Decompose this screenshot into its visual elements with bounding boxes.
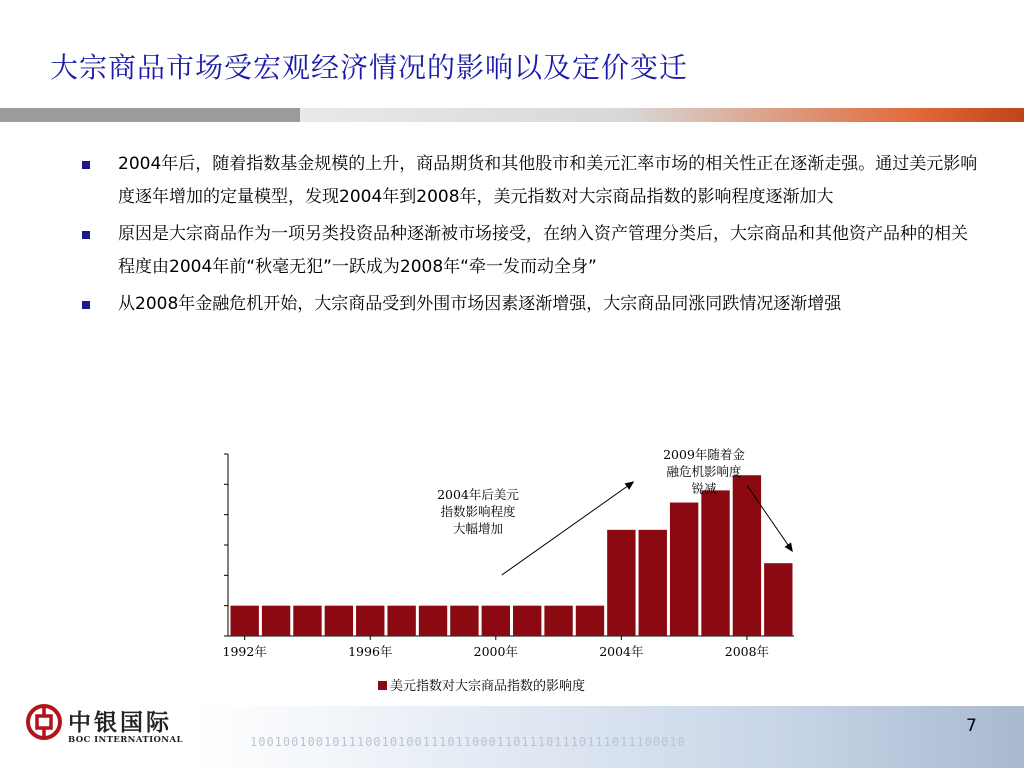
footer-binary-decoration: 10010010010111001010011101100011011101110111011100010 — [250, 735, 686, 749]
bar-2006年 — [670, 503, 698, 636]
annotation-line: 2009年随着金 — [663, 447, 745, 462]
bullet-text: 从2008年金融危机开始，大宗商品受到外围市场因素逐渐增强，大宗商品同涨同跌情况逐渐增强 — [118, 294, 842, 314]
bullet-square-icon — [82, 231, 90, 239]
bullet-item — [82, 288, 982, 321]
bar-2001年 — [513, 606, 541, 636]
bar-1995年 — [325, 606, 353, 636]
bullet-text: 原因是大宗商品作为一项另类投资品种逐渐被市场接受，在纳入资产管理分类后，大宗商品和其他资产品种的相关程度由2004年前“秋毫无犯”一跃成为2008年“牵一发而动全身” — [118, 224, 968, 277]
title-band-gray — [0, 108, 300, 122]
annotation-crisis-decline — [642, 446, 766, 497]
annotation-line: 指数影响程度 — [440, 504, 516, 519]
bar-2007年 — [701, 490, 729, 636]
legend-swatch — [378, 681, 387, 690]
x-tick-label-2004年: 2004年 — [599, 644, 644, 659]
bullet-item — [82, 218, 982, 284]
bullet-square-icon — [82, 301, 90, 309]
bar-2000年 — [482, 606, 510, 636]
annotation-line: 大幅增加 — [452, 521, 503, 536]
annotation-line: 融危机影响度 — [666, 464, 742, 479]
title-band-gradient — [300, 108, 1024, 122]
bullet-item — [82, 148, 982, 214]
footer — [0, 700, 1024, 768]
bullet-text: 2004年后，随着指数基金规模的上升，商品期货和其他股市和美元汇率市场的相关性正在逐渐走强。通过美元影响度逐年增加的定量模型，发现2004年到2008年，美元指数对大宗商品指数的影响程度逐渐加大 — [118, 154, 978, 207]
bullet-list — [82, 148, 982, 321]
boc-logo-icon — [26, 704, 62, 740]
bar-1997年 — [387, 606, 415, 636]
bar-1996年 — [356, 606, 384, 636]
logo-chinese-name: 中银国际 — [68, 710, 172, 736]
page-number: 7 — [966, 716, 977, 736]
x-tick-label-2000年: 2000年 — [473, 644, 518, 659]
x-tick-label-2008年: 2008年 — [724, 644, 770, 659]
bar-1992年 — [231, 606, 259, 636]
bar-1998年 — [419, 606, 447, 636]
bar-1994年 — [293, 606, 321, 636]
bar-1999年 — [450, 606, 478, 636]
bar-2004年 — [607, 530, 635, 636]
bar-2003年 — [576, 606, 604, 636]
title-divider-band — [0, 108, 1024, 122]
x-tick-label-1996年: 1996年 — [348, 644, 393, 659]
bar-2009年 — [764, 563, 792, 636]
logo-english-name: BOC INTERNATIONAL — [68, 735, 183, 745]
bar-1993年 — [262, 606, 290, 636]
chart-legend — [378, 675, 585, 694]
bullet-square-icon — [82, 161, 90, 169]
slide-title: 大宗商品市场受宏观经济情况的影响以及定价变迁 — [50, 51, 689, 84]
legend-label: 美元指数对大宗商品指数的影响度 — [390, 679, 586, 694]
bar-2002年 — [544, 606, 572, 636]
x-tick-label-1992年: 1992年 — [222, 644, 267, 659]
annotation-line: 2004年后美元 — [437, 487, 519, 502]
annotation-dollar-influence-rise — [416, 486, 540, 537]
bar-2005年 — [639, 530, 667, 636]
annotation-line: 锐减 — [691, 481, 717, 496]
